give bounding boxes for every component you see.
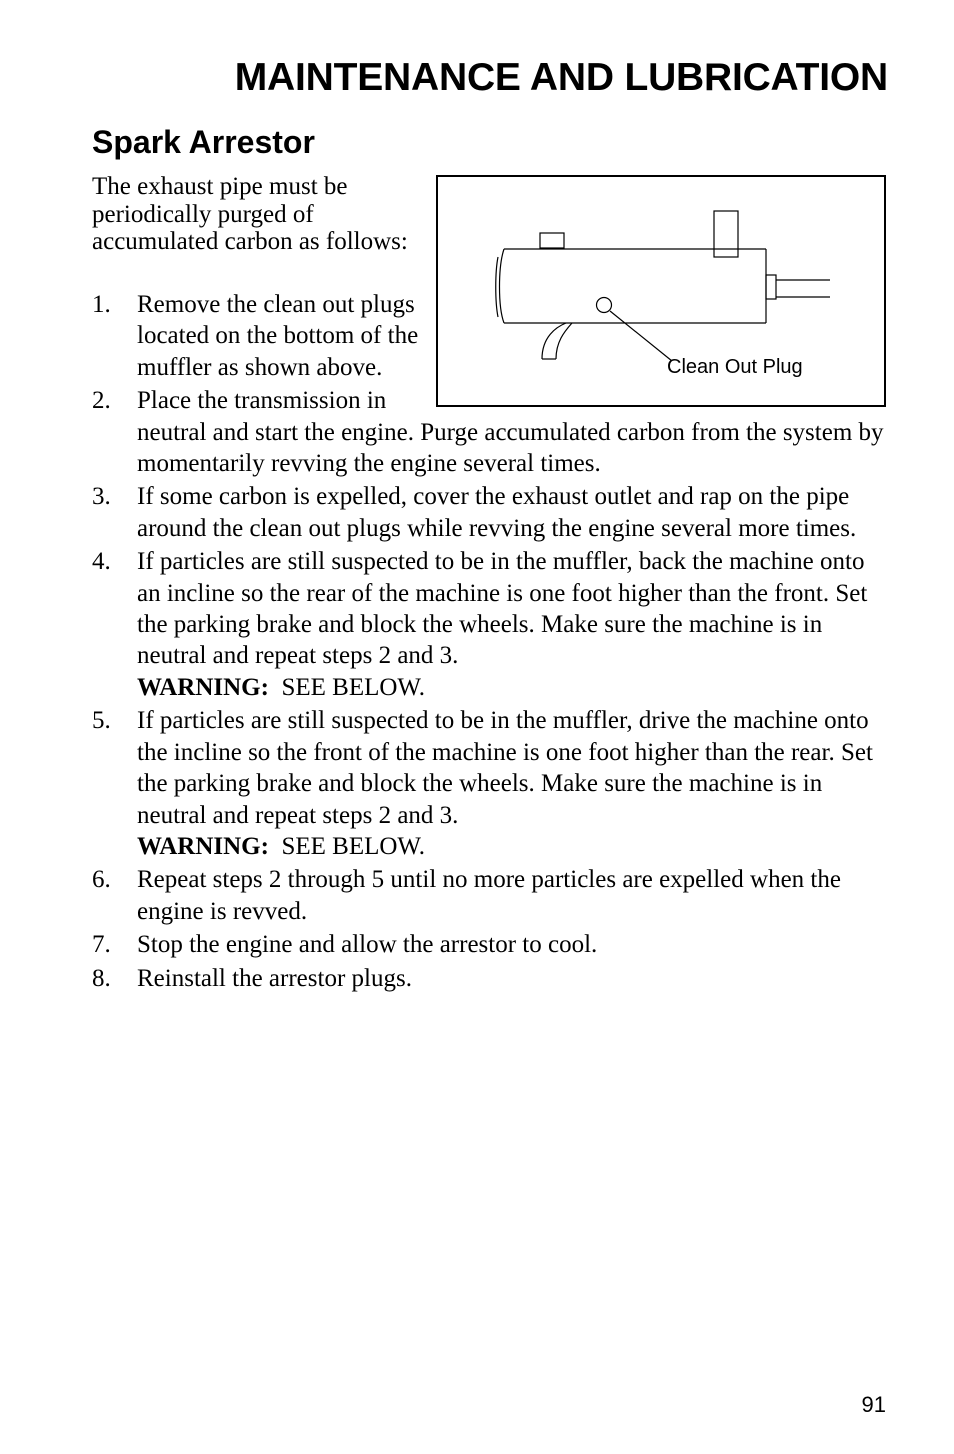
step-text-first-line: Place the transmission in [137, 387, 387, 415]
step-number: 3. [92, 483, 111, 511]
step-text: Remove the clean out plugs located on the bottom of the muffler as shown above. [137, 291, 419, 381]
warning-text: SEE BELOW. [268, 673, 425, 701]
intro-paragraph: The exhaust pipe must be periodically purged of accumulated carbon as follows: [92, 173, 408, 255]
step-number: 4. [92, 548, 111, 576]
clean-out-plug-label: Clean Out Plug [667, 356, 803, 378]
warning-note [137, 831, 892, 862]
step-number: 5. [92, 707, 111, 735]
step-text: Reinstall the arrestor plugs. [137, 964, 412, 992]
list-item [92, 705, 892, 862]
warning-text: SEE BELOW. [268, 832, 425, 860]
warning-label: WARNING: [137, 673, 269, 701]
subsection-title: Spark Arrestor [92, 124, 315, 160]
step-number: 2. [92, 387, 111, 415]
step-text: If particles are still suspected to be in the muffler, back the machine onto an incline so the rear of the machine is one foot higher than the front. Set the parking brake and block the wheels. Make sure the machine is in neutral and repeat steps 2 and 3. [137, 548, 868, 670]
step-number: 7. [92, 931, 111, 959]
step-number: 6. [92, 866, 111, 894]
warning-note [137, 672, 892, 703]
list-item [92, 929, 892, 960]
step-text: If particles are still suspected to be in the muffler, drive the machine onto the incline so the front of the machine is one foot higher than the rear. Set the parking brake and block the wheels. Make sure the machine is in neutral and repeat steps 2 and 3. [137, 707, 873, 829]
list-item [92, 864, 892, 927]
list-item [92, 481, 892, 544]
list-item [92, 385, 892, 479]
list-item [92, 289, 437, 383]
step-text: Stop the engine and allow the arrestor to cool. [137, 931, 598, 959]
step-text: neutral and start the engine. Purge accumulated carbon from the system by momentarily revving the engine several times. [137, 418, 884, 478]
section-title: MAINTENANCE AND LUBRICATION [234, 56, 888, 99]
step-text: If some carbon is expelled, cover the exhaust outlet and rap on the pipe around the clean out plugs while revving the engine several more times. [137, 483, 857, 542]
step-number: 1. [92, 291, 111, 318]
page-number: 91 [861, 1392, 886, 1417]
list-item [92, 963, 892, 994]
step-number: 8. [92, 964, 111, 992]
step-text: Repeat steps 2 through 5 until no more particles are expelled when the engine is revved. [137, 866, 841, 925]
warning-label: WARNING: [137, 832, 269, 860]
steps-list [92, 289, 892, 996]
list-item [92, 546, 892, 703]
